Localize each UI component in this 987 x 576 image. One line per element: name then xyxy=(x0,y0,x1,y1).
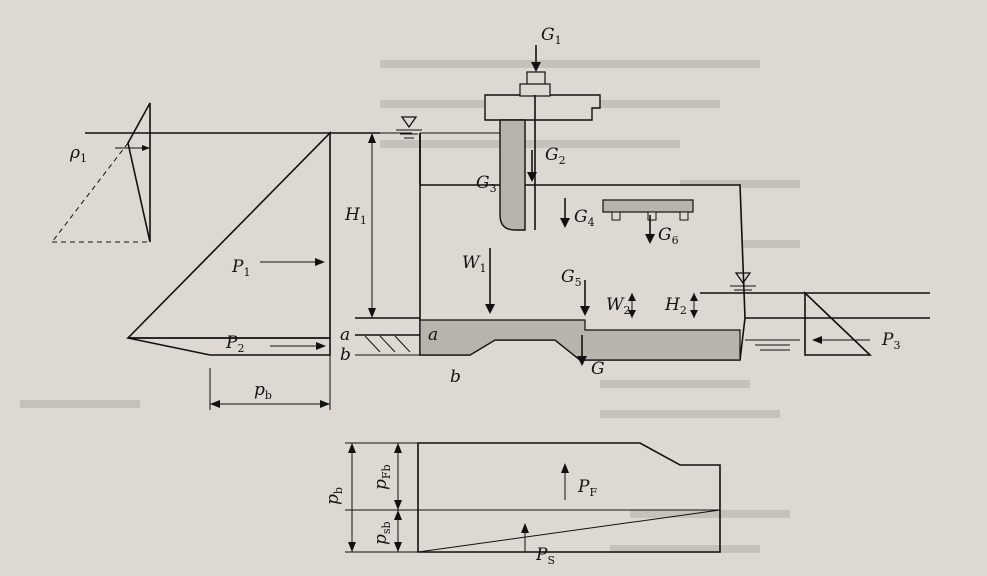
rho1-triangle xyxy=(128,103,150,242)
p3-pressure xyxy=(745,293,870,355)
label-h2: $H_2$ xyxy=(665,295,687,317)
label-p3: $P_3$ xyxy=(882,330,901,352)
p1-arrowhead xyxy=(315,258,325,266)
pb-vert-bottom xyxy=(348,542,356,552)
label-rho1: $\rho_1$ xyxy=(70,143,87,165)
p1-pressure-triangle xyxy=(128,133,330,410)
pf-arrowhead xyxy=(561,463,569,473)
soil-hatch-3 xyxy=(395,336,410,352)
upstream-water-symbol xyxy=(402,117,416,127)
bridge-support-3 xyxy=(680,212,688,220)
gate-top xyxy=(485,95,600,120)
label-pb-top: $p_b$ xyxy=(254,380,272,402)
p3-arrowhead xyxy=(812,336,822,344)
pfb-dim-top xyxy=(394,443,402,453)
label-w1: $W_1$ xyxy=(462,253,487,275)
label-g2: $G_2$ xyxy=(545,145,566,167)
p1-triangle xyxy=(128,133,330,338)
label-g1: $G_1$ xyxy=(541,25,562,47)
bleed-line-10 xyxy=(20,400,140,408)
label-psb: $p_{sb}$ xyxy=(371,521,393,545)
uplift-outline xyxy=(418,443,720,552)
h1-dim-top xyxy=(368,133,376,143)
label-ps: $P_S$ xyxy=(536,545,555,567)
psb-dim-top xyxy=(394,510,402,520)
label-pf: $P_F$ xyxy=(578,477,598,499)
label-p2: $P_2$ xyxy=(226,333,245,355)
label-p1: $P_1$ xyxy=(232,257,251,279)
gate-cap xyxy=(520,84,550,96)
structure xyxy=(355,72,930,360)
label-w2: $W_2$ xyxy=(606,295,631,317)
pb-dim-arrow-left xyxy=(210,400,220,408)
label-h1: $H_1$ xyxy=(345,205,367,227)
bleed-line-7 xyxy=(600,410,780,418)
label-pfb: $p_{Fb}$ xyxy=(371,464,393,490)
bleed-line-1 xyxy=(380,60,760,68)
soil-hatch-2 xyxy=(380,336,395,352)
g-arrowhead xyxy=(577,356,587,366)
psb-dim-bottom xyxy=(394,542,402,552)
pb-dim-arrow-right xyxy=(320,400,330,408)
pb-vert-top xyxy=(348,443,356,453)
soil-hatch-1 xyxy=(365,336,380,352)
ps-arrowhead xyxy=(521,523,529,533)
h1-dim-bottom xyxy=(368,308,376,318)
label-g4: $G_4$ xyxy=(574,207,595,229)
rho1-arrowhead xyxy=(142,145,150,151)
bridge-support-1 xyxy=(612,212,620,220)
gate-pier-g3 xyxy=(500,120,525,230)
label-b-left: b xyxy=(340,345,351,365)
pfb-dim-bottom xyxy=(394,500,402,510)
label-a-right: a xyxy=(428,325,439,345)
label-g5: $G_5$ xyxy=(561,267,582,289)
uplift-diagram xyxy=(345,443,720,552)
label-b-bottom: b xyxy=(450,367,461,387)
label-g3: $G_3$ xyxy=(476,173,497,195)
bleed-line-6 xyxy=(600,380,750,388)
bridge-deck-g6 xyxy=(603,200,693,212)
bleed-line-3 xyxy=(380,140,680,148)
label-pb-left: $p_b$ xyxy=(323,487,345,505)
p3-triangle xyxy=(805,293,870,355)
label-a-left: a xyxy=(340,325,351,345)
rho1-dashed-edge xyxy=(52,143,128,242)
label-g: G xyxy=(591,359,605,379)
p2-arrowhead xyxy=(316,342,326,350)
label-g6: $G_6$ xyxy=(658,225,679,247)
